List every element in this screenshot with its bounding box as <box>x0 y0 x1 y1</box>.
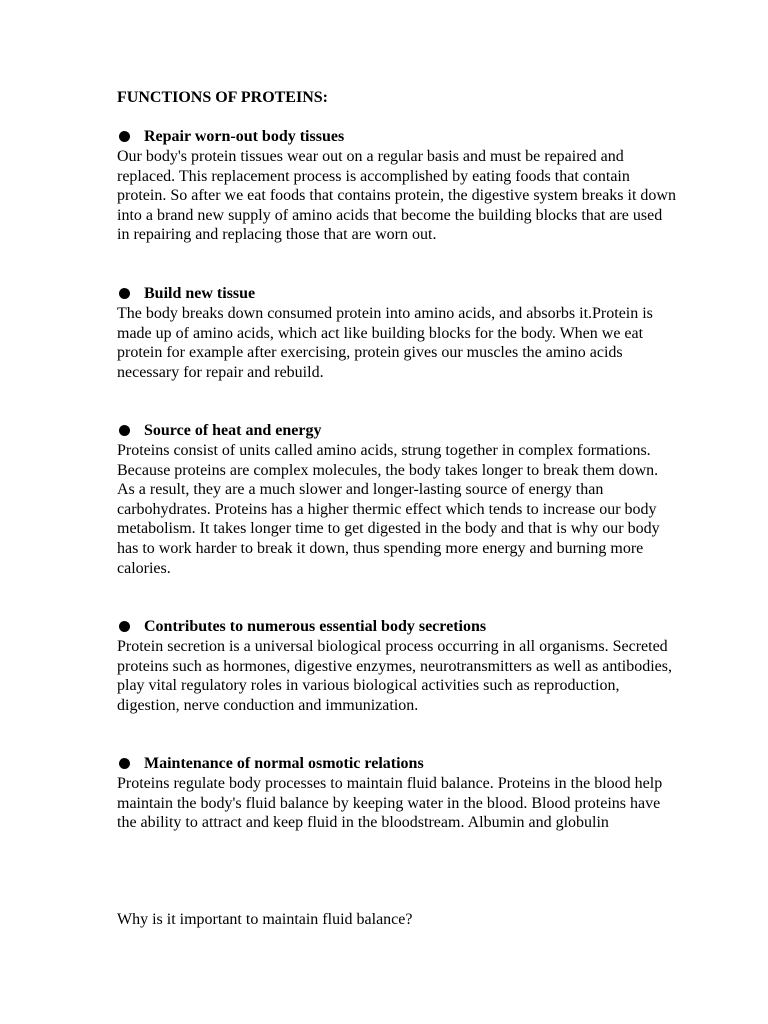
section-osmotic-relations <box>117 754 677 833</box>
section-heading <box>117 284 677 304</box>
section-body: The body breaks down consumed protein into amino acids, and absorbs it.Protein is made up of amino acids, which act like building blocks for the body. When we eat protein for example after exercising, protein gives our muscles the amino acids necessary for repair and rebuild. <box>117 305 653 381</box>
section-body: Our body's protein tissues wear out on a regular basis and must be repaired and replaced. This replacement process is accomplished by eating foods that contain protein. So after we eat foods that contains protein, the digestive system breaks it down into a brand new supply of amino acids that become the building blocks that are used in repairing and replacing those that are worn out. <box>117 148 676 244</box>
bullet-icon <box>119 425 130 436</box>
section-body: Proteins consist of units called amino acids, strung together in complex formations. Because proteins are complex molecules, the body takes longer to break them down. As a result, they are a much slower and longer-lasting source of energy than carbohydrates. Proteins has a higher thermic effect which tends to increase our body metabolism. It takes longer time to get digested in the body and that is why our body has to work harder to break it down, thus spending more energy and burning more calories. <box>117 442 660 577</box>
section-heading <box>117 617 677 637</box>
document-title: FUNCTIONS OF PROTEINS: <box>117 89 328 106</box>
bullet-icon <box>119 131 130 142</box>
section-heading <box>117 754 677 774</box>
bullet-icon <box>119 288 130 299</box>
section-build-tissue <box>117 284 677 382</box>
section-heading-text: Source of heat and energy <box>144 422 322 439</box>
bullet-icon <box>119 758 130 769</box>
question-text: Why is it important to maintain fluid balance? <box>117 911 413 928</box>
section-heading <box>117 421 677 441</box>
section-heading-text: Build new tissue <box>144 285 256 302</box>
section-heading <box>117 127 677 147</box>
bullet-icon <box>119 621 130 632</box>
section-heading-text: Maintenance of normal osmotic relations <box>144 755 424 772</box>
section-heading-text: Contributes to numerous essential body secretions <box>144 618 487 635</box>
section-body-secretions <box>117 617 677 715</box>
section-body: Proteins regulate body processes to maintain fluid balance. Proteins in the blood help maintain the body's fluid balance by keeping water in the blood. Blood proteins have the ability to attract and keep fluid in the bloodstream. Albumin and globulin <box>117 775 663 832</box>
section-repair-tissues <box>117 127 677 245</box>
section-heading-text: Repair worn-out body tissues <box>144 128 345 145</box>
section-heat-energy <box>117 421 677 578</box>
section-body: Protein secretion is a universal biological process occurring in all organisms. Secreted proteins such as hormones, digestive enzymes, neurotransmitters as well as antibodies, play vital regulatory roles in various biological activities such as reproduction, digestion, nerve conduction and immunization. <box>117 638 672 714</box>
